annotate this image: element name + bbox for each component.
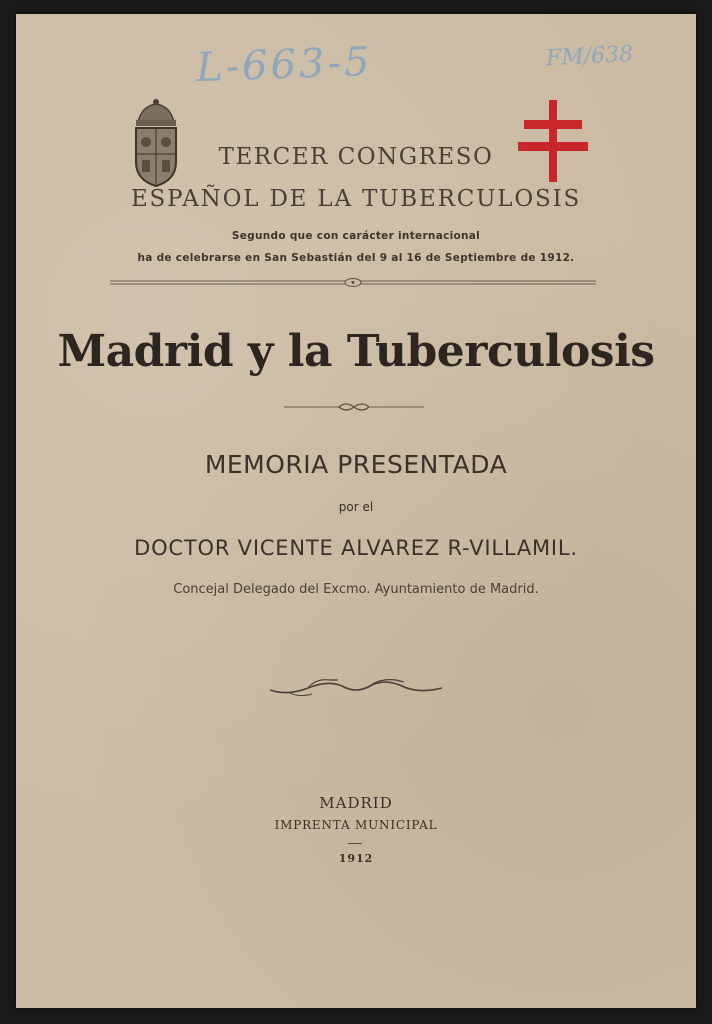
congress-title-line2: ESPAÑOL DE LA TUBERCULOSIS [130,186,582,212]
memoria-heading: MEMORIA PRESENTADA [204,450,508,479]
author-position: Concejal Delegado del Excmo. Ayuntamiento de Madrid. [173,582,539,597]
ornamental-divider [110,276,596,290]
congress-title-line1: TERCER CONGRESO [218,144,494,170]
coat-of-arms-icon [128,92,184,188]
document-title: Madrid y la Tuberculosis [57,326,655,377]
catalog-number-handwritten: L-663-5 [195,38,374,92]
imprint-year: 1912 [338,852,374,865]
flourish-ornament [268,674,444,702]
imprint-city: MADRID [319,794,393,812]
document-cover [16,14,696,1008]
congress-subtitle-line1: Segundo que con carácter internacional [231,230,481,242]
title-ornament [284,400,424,414]
congress-subtitle-line2: ha de celebrarse en San Sebastián del 9 al 16 de Septiembre de 1912. [137,252,575,264]
imprint-printer: IMPRENTA MUNICIPAL [274,818,438,832]
author-name: DOCTOR VICENTE ALVAREZ R-VILLAMIL. [134,536,578,560]
by-text: por el [338,500,374,514]
imprint-rule [348,843,362,844]
catalog-number-side: FM/638 [545,41,634,72]
